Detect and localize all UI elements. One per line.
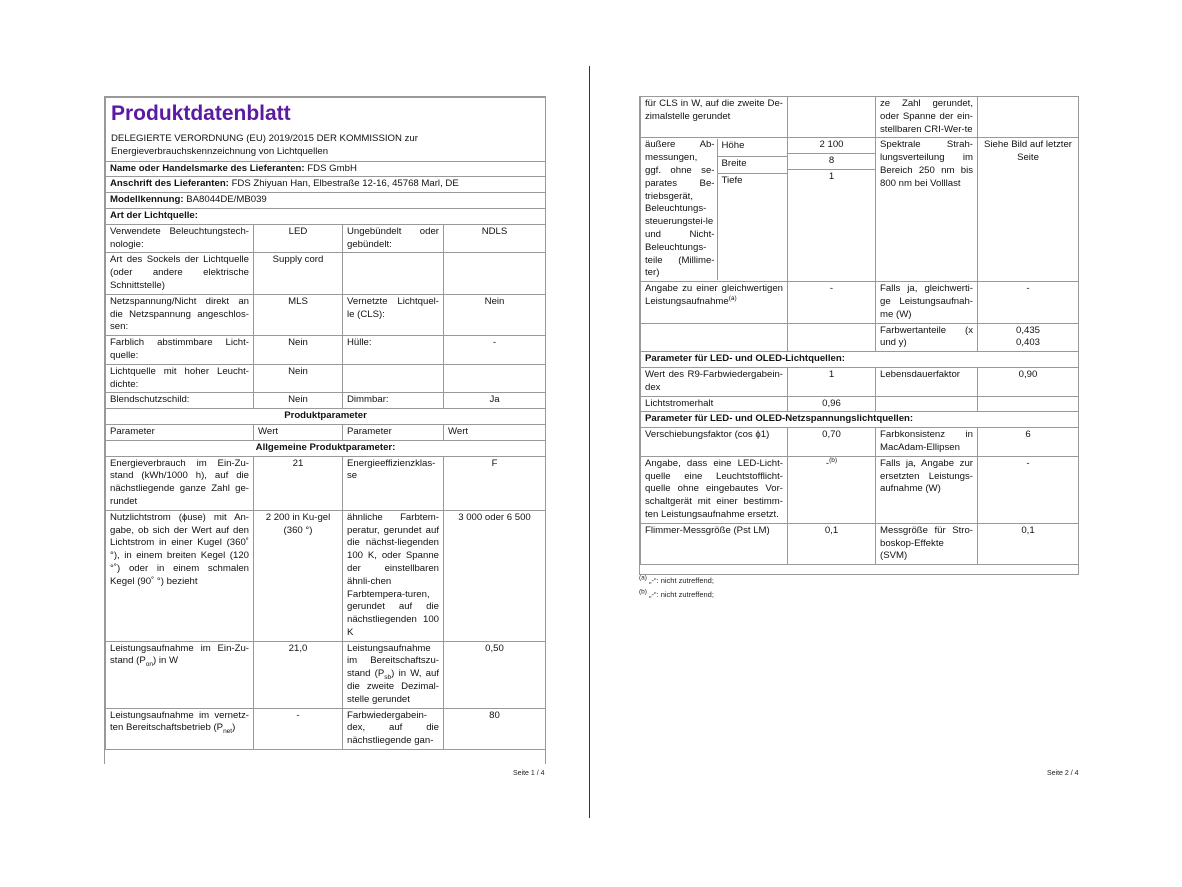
- dimensions-label: äußere Ab-messungen, ggf. ohne se-parates Be-triebsgerät, Beleuchtungs-steuerungstei-le und Nicht-Beleuchtungs-teile (Millime-ter): [645, 139, 715, 279]
- cell-value: Siehe Bild auf letzter Seite: [978, 138, 1079, 282]
- footnote-mark: (a): [728, 294, 737, 302]
- cell-value: -: [788, 282, 876, 323]
- cell-label: [343, 253, 444, 294]
- footnote-text: „-“: nicht zutreffend;: [649, 576, 714, 585]
- cell-value: 0,70: [788, 428, 876, 457]
- document-page-2: [591, 0, 1182, 887]
- cell-value: F: [444, 456, 546, 510]
- page-title: Produktdatenblatt: [111, 102, 291, 125]
- cell-value: 0,1: [978, 523, 1079, 564]
- column-header-parameter: Parameter: [343, 424, 444, 440]
- cell-value: 0,1: [788, 523, 876, 564]
- subscript: on: [145, 661, 153, 669]
- table-row: [106, 224, 546, 253]
- footnote: [639, 588, 714, 602]
- product-datasheet-table-continued: [639, 96, 1079, 575]
- cell-value: Ja: [444, 393, 546, 409]
- cell-empty: [788, 323, 876, 352]
- cell-label: Verschiebungsfaktor (cos ϕ1): [641, 428, 788, 457]
- cell-label: Energieeffizienzklas-se: [343, 456, 444, 510]
- led-params-heading: Parameter für LED- und OLED-Lichtquellen:: [641, 352, 1079, 368]
- cell-label: Verwendete Beleuchtungstech-nologie:: [106, 224, 254, 253]
- table-row: [106, 336, 546, 365]
- cell-label: [106, 641, 254, 708]
- table-row: [106, 393, 546, 409]
- text-part: -: [825, 457, 830, 469]
- cell-label: Ungebündelt oder gebündelt:: [343, 224, 444, 253]
- supplier-name-label: Name oder Handelsmarke des Lieferanten:: [110, 162, 305, 174]
- table-row: [106, 294, 546, 335]
- cell-label: Vernetzte Lichtquel-le (CLS):: [343, 294, 444, 335]
- regulation-text: DELEGIERTE VERORDNUNG (EU) 2019/2015 DER KOMMISSION zur Energieverbrauchskennzeichnung von Lichtquellen: [111, 133, 418, 157]
- height-label: Höhe: [717, 139, 787, 156]
- cell-value: Nein: [254, 336, 343, 365]
- cell-value: [788, 456, 876, 523]
- cell-label: Messgröße für Stro-boskop-Effekte (SVM): [876, 523, 978, 564]
- footnote-mark: (a): [639, 574, 647, 582]
- text-part: ) in W: [152, 655, 179, 667]
- cell-value: -: [254, 708, 343, 749]
- product-datasheet-table: [104, 96, 546, 764]
- cell-value: 0,90: [978, 367, 1079, 396]
- chromaticity-values: [978, 323, 1079, 352]
- cell-value: [978, 396, 1079, 412]
- height-value: 2 100: [788, 138, 875, 154]
- width-value: 8: [788, 154, 875, 170]
- depth-value: 1: [828, 170, 835, 182]
- cell-value: 1: [788, 367, 876, 396]
- supplier-address-row: [106, 177, 546, 193]
- document-page-1: [0, 0, 590, 887]
- table-row: [641, 367, 1079, 396]
- footnote-mark: (b): [639, 588, 647, 596]
- table-row: [641, 428, 1079, 457]
- cell-label: Energieverbrauch im Ein-Zu-stand (kWh/1000 h), auf die nächstliegende ganze Zahl ge-rundet: [106, 456, 254, 510]
- text-part: Leistungsaufnahme im Bereitschaftszu-stand (P: [347, 642, 439, 680]
- depth-label: Tiefe: [717, 174, 787, 281]
- cell-value: 21: [254, 456, 343, 510]
- cell-value: [978, 97, 1079, 138]
- datasheet-header: [106, 98, 546, 162]
- cell-label: Spektrale Strah-lungsverteilung im Bereich 250 nm bis 800 nm bei Volllast: [876, 138, 978, 282]
- footnote: [639, 574, 714, 588]
- table-row: [106, 456, 546, 510]
- cell-label: Falls ja, gleichwerti-ge Leistungsaufnah-me (W): [876, 282, 978, 323]
- cell-label: Lebensdauerfaktor: [876, 367, 978, 396]
- column-header-parameter: Parameter: [106, 424, 254, 440]
- table-row: [641, 456, 1079, 523]
- supplier-address-value: FDS Zhiyuan Han, Elbestraße 12-16, 45768 Marl, DE: [231, 178, 459, 190]
- cell-value: [444, 253, 546, 294]
- product-params-heading: Produktparameter: [106, 409, 546, 425]
- cell-label: [343, 641, 444, 708]
- page-number: Seite 2 / 4: [1047, 770, 1079, 777]
- cell-value: [444, 364, 546, 393]
- table-row: [106, 641, 546, 708]
- cell-value: 21,0: [254, 641, 343, 708]
- cell-value: 2 200 in Ku-gel (360 °): [254, 510, 343, 641]
- supplier-name-row: [106, 161, 546, 177]
- table-row: [106, 708, 546, 749]
- footnote-mark: (b): [829, 456, 838, 464]
- page-divider: [589, 66, 590, 818]
- table-row: [106, 253, 546, 294]
- dimensions-cell: [641, 138, 788, 282]
- cell-value: 0,50: [444, 641, 546, 708]
- table-row: [641, 97, 1079, 138]
- subscript: net: [223, 728, 233, 736]
- light-source-type-heading: Art der Lichtquelle:: [106, 208, 546, 224]
- footnote-text: „-“: nicht zutreffend;: [649, 590, 714, 599]
- cell-label: Art des Sockels der Lichtquelle (oder andere elektrische Schnittstelle): [106, 253, 254, 294]
- cell-value: NDLS: [444, 224, 546, 253]
- cell-value: MLS: [254, 294, 343, 335]
- model-id-label: Modellkennung:: [110, 194, 184, 206]
- cell-label: Farbwertanteile (x und y): [876, 323, 978, 352]
- page-number: Seite 1 / 4: [513, 770, 545, 777]
- text-part: ): [232, 722, 236, 734]
- cell-value: Nein: [254, 393, 343, 409]
- cell-value: -: [978, 456, 1079, 523]
- column-header-row: [106, 424, 546, 440]
- cell-value: Nein: [444, 294, 546, 335]
- supplier-address-label: Anschrift des Lieferanten:: [110, 178, 229, 190]
- cell-label: [106, 708, 254, 749]
- column-header-value: Wert: [254, 424, 343, 440]
- cell-value: LED: [254, 224, 343, 253]
- table-row: [641, 323, 1079, 352]
- cell-label: Hülle:: [343, 336, 444, 365]
- supplier-name-value: FDS GmbH: [307, 162, 357, 174]
- chromaticity-x: 0,435: [1015, 324, 1040, 336]
- table-row: [641, 138, 1079, 282]
- text-part: Leistungsaufnahme im Ein-Zu-stand (P: [110, 642, 249, 667]
- model-id-value: BA8044DE/MB039: [186, 194, 267, 206]
- text-part: Leistungsaufnahme im vernetz-ten Bereitschaftsbetrieb (P: [110, 709, 249, 734]
- cell-label: Lichtquelle mit hoher Leucht-dichte:: [106, 364, 254, 393]
- cell-label: [876, 396, 978, 412]
- cell-label: ähnliche Farbtem-peratur, gerundet auf die nächst-liegenden 100 K, oder Spanne der einstellbaren ähnli-chen Farbtempera-turen, gerundet auf die nächstliegenden 100 K: [343, 510, 444, 641]
- text-part: Angabe zu einer gleichwertigen Leistungsaufnahme: [645, 283, 783, 307]
- cell-empty: [641, 323, 788, 352]
- cell-label: [641, 282, 788, 323]
- cell-label: Blendschutzschild:: [106, 393, 254, 409]
- width-label: Breite: [717, 156, 787, 173]
- cell-label: Flimmer-Messgröße (Pst LM): [641, 523, 788, 564]
- model-id-row: [106, 193, 546, 209]
- footnotes: [639, 574, 714, 602]
- mains-params-heading: Parameter für LED- und OLED-Netzspannungslichtquellen:: [641, 412, 1079, 428]
- cell-label: Netzspannung/Nicht direkt an die Netzspannung angeschlos-sen:: [106, 294, 254, 335]
- cell-value: 80: [444, 708, 546, 749]
- chromaticity-y: 0,403: [1015, 337, 1040, 349]
- cell-label: Dimmbar:: [343, 393, 444, 409]
- general-params-heading: Allgemeine Produktparameter:: [106, 440, 546, 456]
- table-row: [106, 364, 546, 393]
- table-row: [106, 510, 546, 641]
- cell-value: -: [444, 336, 546, 365]
- cell-value: 0,96: [788, 396, 876, 412]
- text-part: ) in W, auf die zweite Dezimal-stelle gerundet: [347, 668, 439, 705]
- table-row: [641, 396, 1079, 412]
- table-row: [641, 282, 1079, 323]
- cell-value: [788, 97, 876, 138]
- cell-label: Falls ja, Angabe zur ersetzten Leistungs-aufnahme (W): [876, 456, 978, 523]
- subscript: sb: [384, 674, 392, 682]
- cell-label: Farbkonsistenz in MacAdam-Ellipsen: [876, 428, 978, 457]
- cell-label: ze Zahl gerundet, oder Spanne der ein-stellbaren CRI-Wer-te: [876, 97, 978, 138]
- cell-value: 3 000 oder 6 500: [444, 510, 546, 641]
- cell-label: Lichtstromerhalt: [641, 396, 788, 412]
- cell-label: Farbwiedergabein-dex, auf die nächstliegende gan-: [343, 708, 444, 749]
- table-row: [641, 523, 1079, 564]
- cell-label: Farblich abstimmbare Licht-quelle:: [106, 336, 254, 365]
- cell-label: Wert des R9-Farbwiedergabein-dex: [641, 367, 788, 396]
- column-header-value: Wert: [444, 424, 546, 440]
- cell-label: [343, 364, 444, 393]
- cell-value: 6: [978, 428, 1079, 457]
- dimensions-values-cell: [788, 138, 876, 282]
- cell-value: Supply cord: [254, 253, 343, 294]
- cell-label: Nutzlichtstrom (ɸuse) mit An-gabe, ob sich der Wert auf den Lichtstrom in einer Kugel (360˚ °), in einem breiten Kegel (120 °˚) oder in einem schmalen Kegel (90˚ °) bezieht: [106, 510, 254, 641]
- cell-value: -: [978, 282, 1079, 323]
- cell-label: für CLS in W, auf die zweite De-zimalstelle gerundet: [641, 97, 788, 138]
- cell-label: Angabe, dass eine LED-Licht-quelle eine Leuchtstofflicht-quelle ohne eingebautes Vor-schaltgerät mit einer bestimm-ten Leistungsaufnahme ersetzt.: [641, 456, 788, 523]
- cell-value: Nein: [254, 364, 343, 393]
